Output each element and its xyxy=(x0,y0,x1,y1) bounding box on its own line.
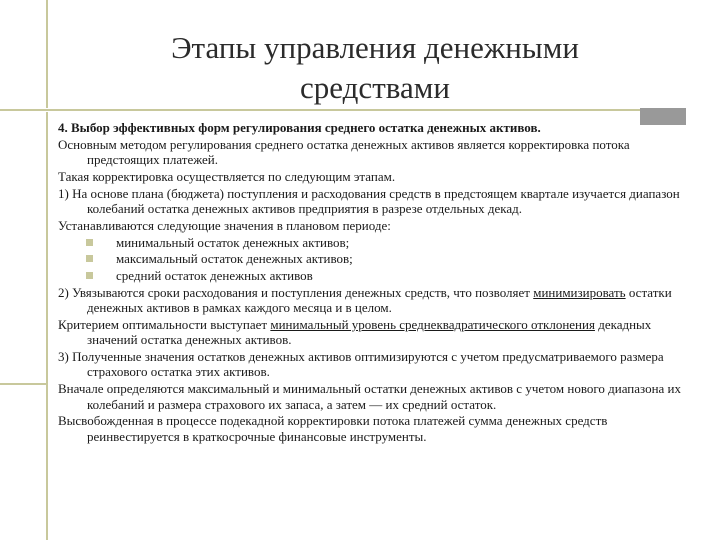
square-bullet-icon xyxy=(86,272,93,279)
list-item xyxy=(58,235,692,250)
paragraph-6-text-a: Критерием оптимальности выступает xyxy=(58,317,271,333)
square-bullet-icon xyxy=(86,239,93,246)
list-item-text: минимальный остаток денежных активов; xyxy=(116,234,350,250)
left-vertical-rule xyxy=(46,0,48,540)
list-item xyxy=(58,268,692,283)
list-item-text: средний остаток денежных активов xyxy=(116,268,313,284)
paragraph-4: Устанавливаются следующие значения в плановом периоде: xyxy=(58,217,391,233)
paragraph-8: Вначале определяются максимальный и минимальный остатки денежных активов с учетом нового диапазона их колебаний и размера страхового их запаса, а затем — их средний остаток. xyxy=(58,381,682,412)
lower-left-rule xyxy=(0,383,48,385)
paragraph-5-text-a: 2) Увязываются сроки расходования и поступления денежных средств, что позволяет xyxy=(58,284,534,300)
paragraph-6-underlined: минимальный уровень среднеквадратического отклонения xyxy=(270,317,595,333)
square-bullet-icon xyxy=(86,255,93,262)
paragraph-5-underlined: минимизировать xyxy=(533,284,626,300)
paragraph-6 xyxy=(58,317,692,348)
paragraph-9: Высвобожденная в процессе подекадной корректировки потока платежей сумма денежных средств реинвестируется в краткосрочные финансовые инструменты. xyxy=(58,413,608,444)
paragraph-2: Такая корректировка осуществляется по следующим этапам. xyxy=(58,168,396,184)
list-item xyxy=(58,251,692,266)
title-separator-left xyxy=(0,109,48,111)
paragraph-5 xyxy=(58,285,692,316)
list-item-text: максимальный остаток денежных активов; xyxy=(116,251,353,267)
slide-title: Этапы управления денежными средствами xyxy=(171,30,579,105)
paragraph-7: 3) Полученные значения остатков денежных активов оптимизируются с учетом предусматриваемого размера страхового остатка этих активов. xyxy=(58,349,664,380)
title-separator-right xyxy=(48,109,686,111)
paragraph-3: 1) На основе плана (бюджета) поступления и расходования средств в предстоящем квартале изучается диапазон колебаний остатка денежных активов предприятия в разрезе отдельных декад. xyxy=(58,185,680,216)
paragraph-1: Основным методом регулирования среднего остатка денежных активов является корректировка потока предстоящих платежей. xyxy=(58,136,630,168)
paragraph-5-text-b: остатки денежных активов в рамках каждого месяца и в целом. xyxy=(87,284,672,316)
section-heading: 4. Выбор эффективных форм регулирования среднего остатка денежных активов. xyxy=(58,120,541,135)
slide-body xyxy=(58,120,692,445)
paragraph-6-text-b: декадных значений остатка денежных активов. xyxy=(87,317,652,348)
